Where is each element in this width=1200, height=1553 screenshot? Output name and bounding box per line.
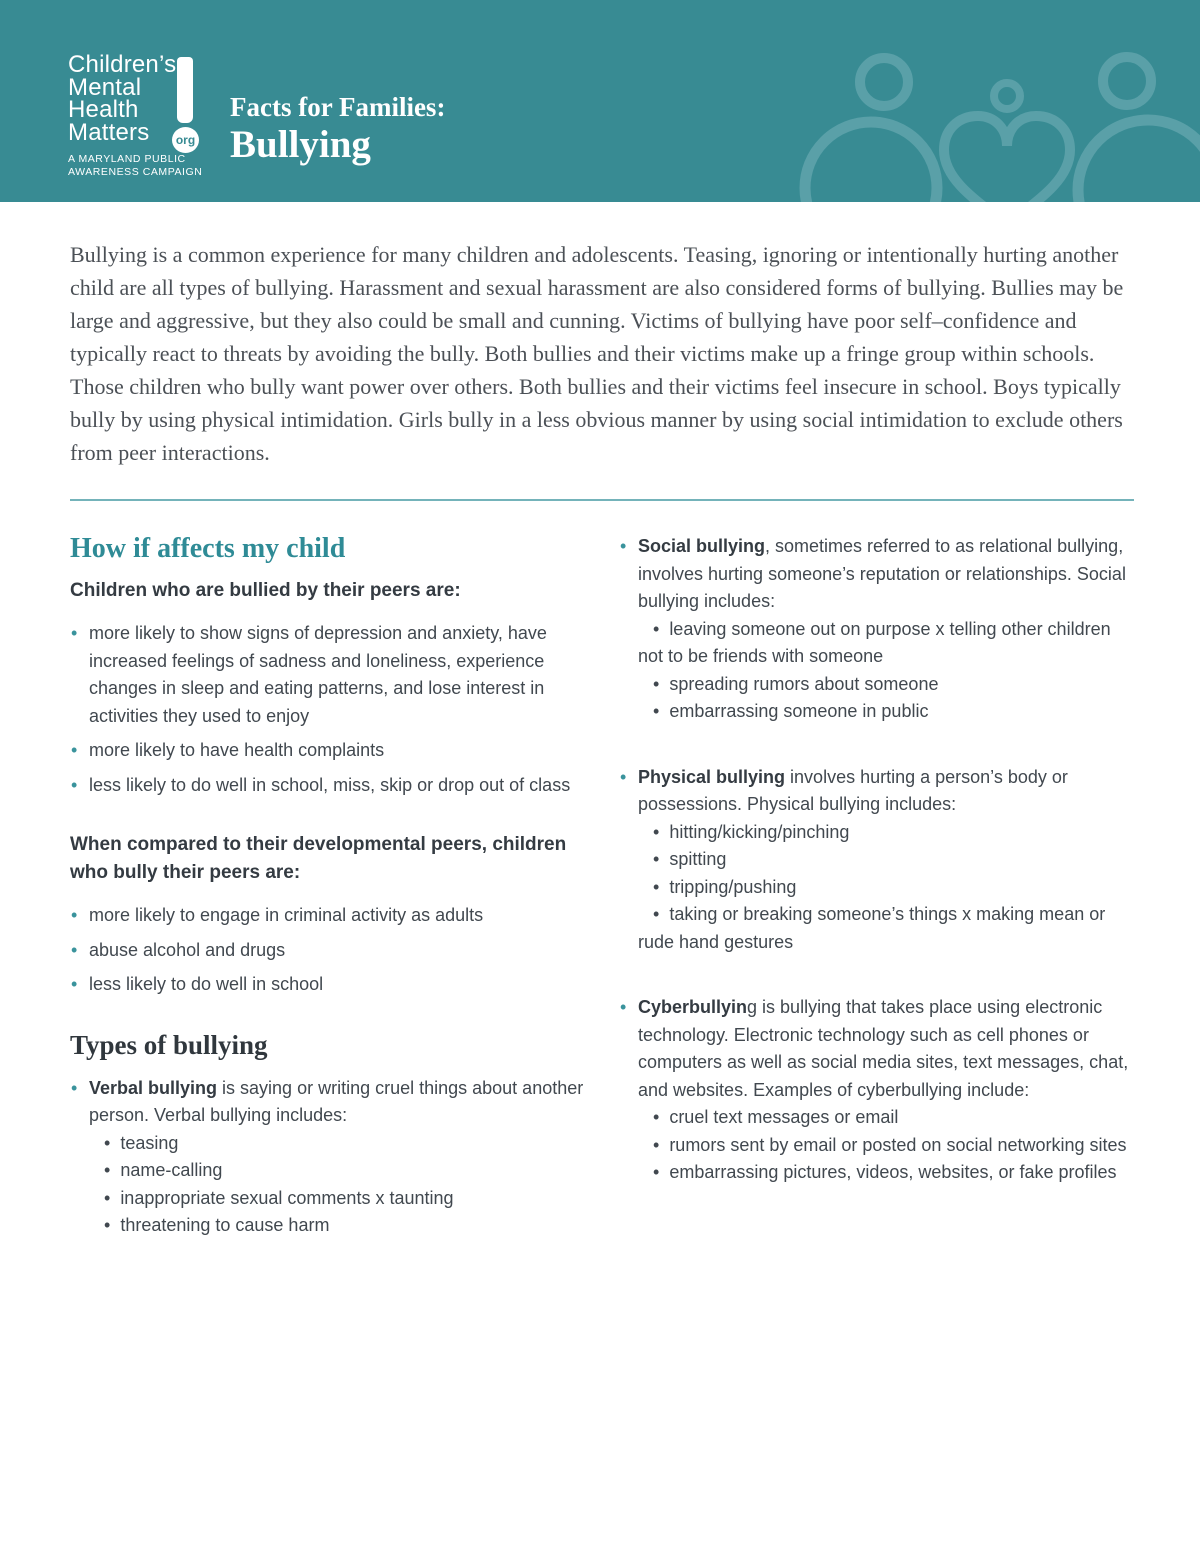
logo-line: Matters xyxy=(68,118,150,146)
bullet-item-verbal xyxy=(70,1075,585,1240)
bullet-item: • less likely to do well in school, miss, skip or drop out of class xyxy=(70,772,585,800)
page-title: Bullying xyxy=(230,123,371,166)
campaign-tagline xyxy=(68,153,218,179)
cmhm-logo xyxy=(68,51,218,179)
subhead-bullied-children: Children who are bullied by their peers are: xyxy=(70,580,461,601)
sub-bullet-item: • embarrassing pictures, videos, websites, or fake profiles xyxy=(638,1159,1134,1187)
adult-left-head-icon xyxy=(860,58,908,106)
bullet-text: involves hurting a person’s body or possessions. Physical bullying includes: xyxy=(638,766,1068,814)
two-column-layout xyxy=(70,533,1134,1247)
bullet-item-physical xyxy=(619,764,1134,957)
sub-bullet-item: • spitting xyxy=(638,846,1134,874)
sub-bullet-item: • rumors sent by email or posted on social networking sites xyxy=(638,1132,1134,1160)
series-kicker: Facts for Families: xyxy=(230,92,446,122)
subhead-children-who-bully: When compared to their developmental peers, children who bully their peers are: xyxy=(70,834,567,883)
bullet-lead: Physical bullying xyxy=(638,766,786,787)
types-list-left xyxy=(70,1075,585,1240)
bullet-item-cyber xyxy=(619,994,1134,1187)
bully-traits-list xyxy=(70,902,585,999)
section-heading-how-it-affects: How if affects my child xyxy=(70,533,346,564)
logo-line: Health xyxy=(68,96,139,123)
heart-body-icon xyxy=(944,116,1070,202)
sub-bullet-item: • cruel text messages or email xyxy=(638,1104,1134,1132)
bullet-item: • more likely to have health complaints xyxy=(70,737,585,765)
sub-bullet-item: • taking or breaking someone’s things x making mean or rude hand gestures xyxy=(638,901,1134,956)
left-column xyxy=(70,533,585,1247)
adult-right-head-icon xyxy=(1103,57,1151,105)
sub-bullet-item: • name-calling xyxy=(89,1157,585,1185)
bullet-text: , sometimes referred to as relational bullying, involves hurting someone’s reputation or relationships. Social bullying includes: xyxy=(638,536,1126,611)
sub-bullet-item: • threatening to cause harm xyxy=(89,1212,585,1240)
sub-bullet-item: • embarrassing someone in public xyxy=(638,698,1134,726)
bullet-item: • more likely to show signs of depression and anxiety, have increased feelings of sadness and loneliness, experience changes in sleep and eating patterns, and lose interest in activities they used to enjoy xyxy=(70,620,585,730)
bullet-lead: Social bullying xyxy=(638,536,766,556)
header-titles xyxy=(230,92,445,167)
campaign-tagline-line: A MARYLAND PUBLIC xyxy=(68,153,186,165)
bullet-text: g is bullying that takes place using electronic technology. Electronic technology such as cell phones or computers as well as social media sites, text messages, chat, and websites. Examples of cyberbullying include: xyxy=(638,997,1129,1100)
types-list-right xyxy=(619,533,1134,1187)
intro-paragraph: Bullying is a common experience for many children and adolescents. Teasing, ignoring or intentionally hurting another child are all types of bullying. Harassment and sexual harassment are also considered forms of bullying. Bullies may be large and aggressive, but they also could be small and cunning. Victims of bullying have poor self–confidence and typically react to threats by avoiding the bully. Both bullies and their victims make up a fringe group within schools. Those children who bully want power over others. Both bullies and their victims feel insecure in school. Boys typically bully by using physical intimidation. Girls bully in a less obvious manner by using social intimidation to exclude others from peer interactions. xyxy=(70,242,1124,465)
org-badge: org xyxy=(172,127,199,153)
sub-bullet-item: • tripping/pushing xyxy=(638,874,1134,902)
logo-line: Children’s xyxy=(68,51,177,78)
header-band xyxy=(0,0,1200,202)
bullet-text: is saying or writing cruel things about another person. Verbal bullying includes: xyxy=(89,1077,584,1125)
bullied-effects-list xyxy=(70,620,585,799)
bullet-lead: Cyberbullyin xyxy=(638,997,748,1017)
sub-bullet-item: • leaving someone out on purpose x telling other children not to be friends with someone xyxy=(638,616,1134,671)
bullet-item-social xyxy=(619,533,1134,726)
sub-bullet-item: • teasing xyxy=(89,1130,585,1158)
child-head-icon xyxy=(994,83,1020,109)
bullet-item: • more likely to engage in criminal activity as adults xyxy=(70,902,585,930)
adult-right-body-icon xyxy=(1078,120,1200,202)
campaign-tagline-line: AWARENESS CAMPAIGN xyxy=(68,166,203,178)
adult-left-body-icon xyxy=(805,122,937,202)
sub-bullet-item: • inappropriate sexual comments x taunting xyxy=(89,1185,585,1213)
bullet-item: • less likely to do well in school xyxy=(70,971,585,999)
bullet-item: • abuse alcohol and drugs xyxy=(70,937,585,965)
family-figures-graphic xyxy=(770,0,1200,202)
sub-bullet-item: • spreading rumors about someone xyxy=(638,671,1134,699)
exclamation-icon xyxy=(177,57,193,123)
section-heading-types: Types of bullying xyxy=(70,1029,268,1060)
bullet-lead: Verbal bullying xyxy=(89,1077,218,1098)
content-area xyxy=(0,238,1200,1247)
section-divider xyxy=(70,499,1134,501)
logo-line: Mental xyxy=(68,73,142,101)
right-column xyxy=(619,533,1134,1247)
sub-bullet-item: • hitting/kicking/pinching xyxy=(638,819,1134,847)
